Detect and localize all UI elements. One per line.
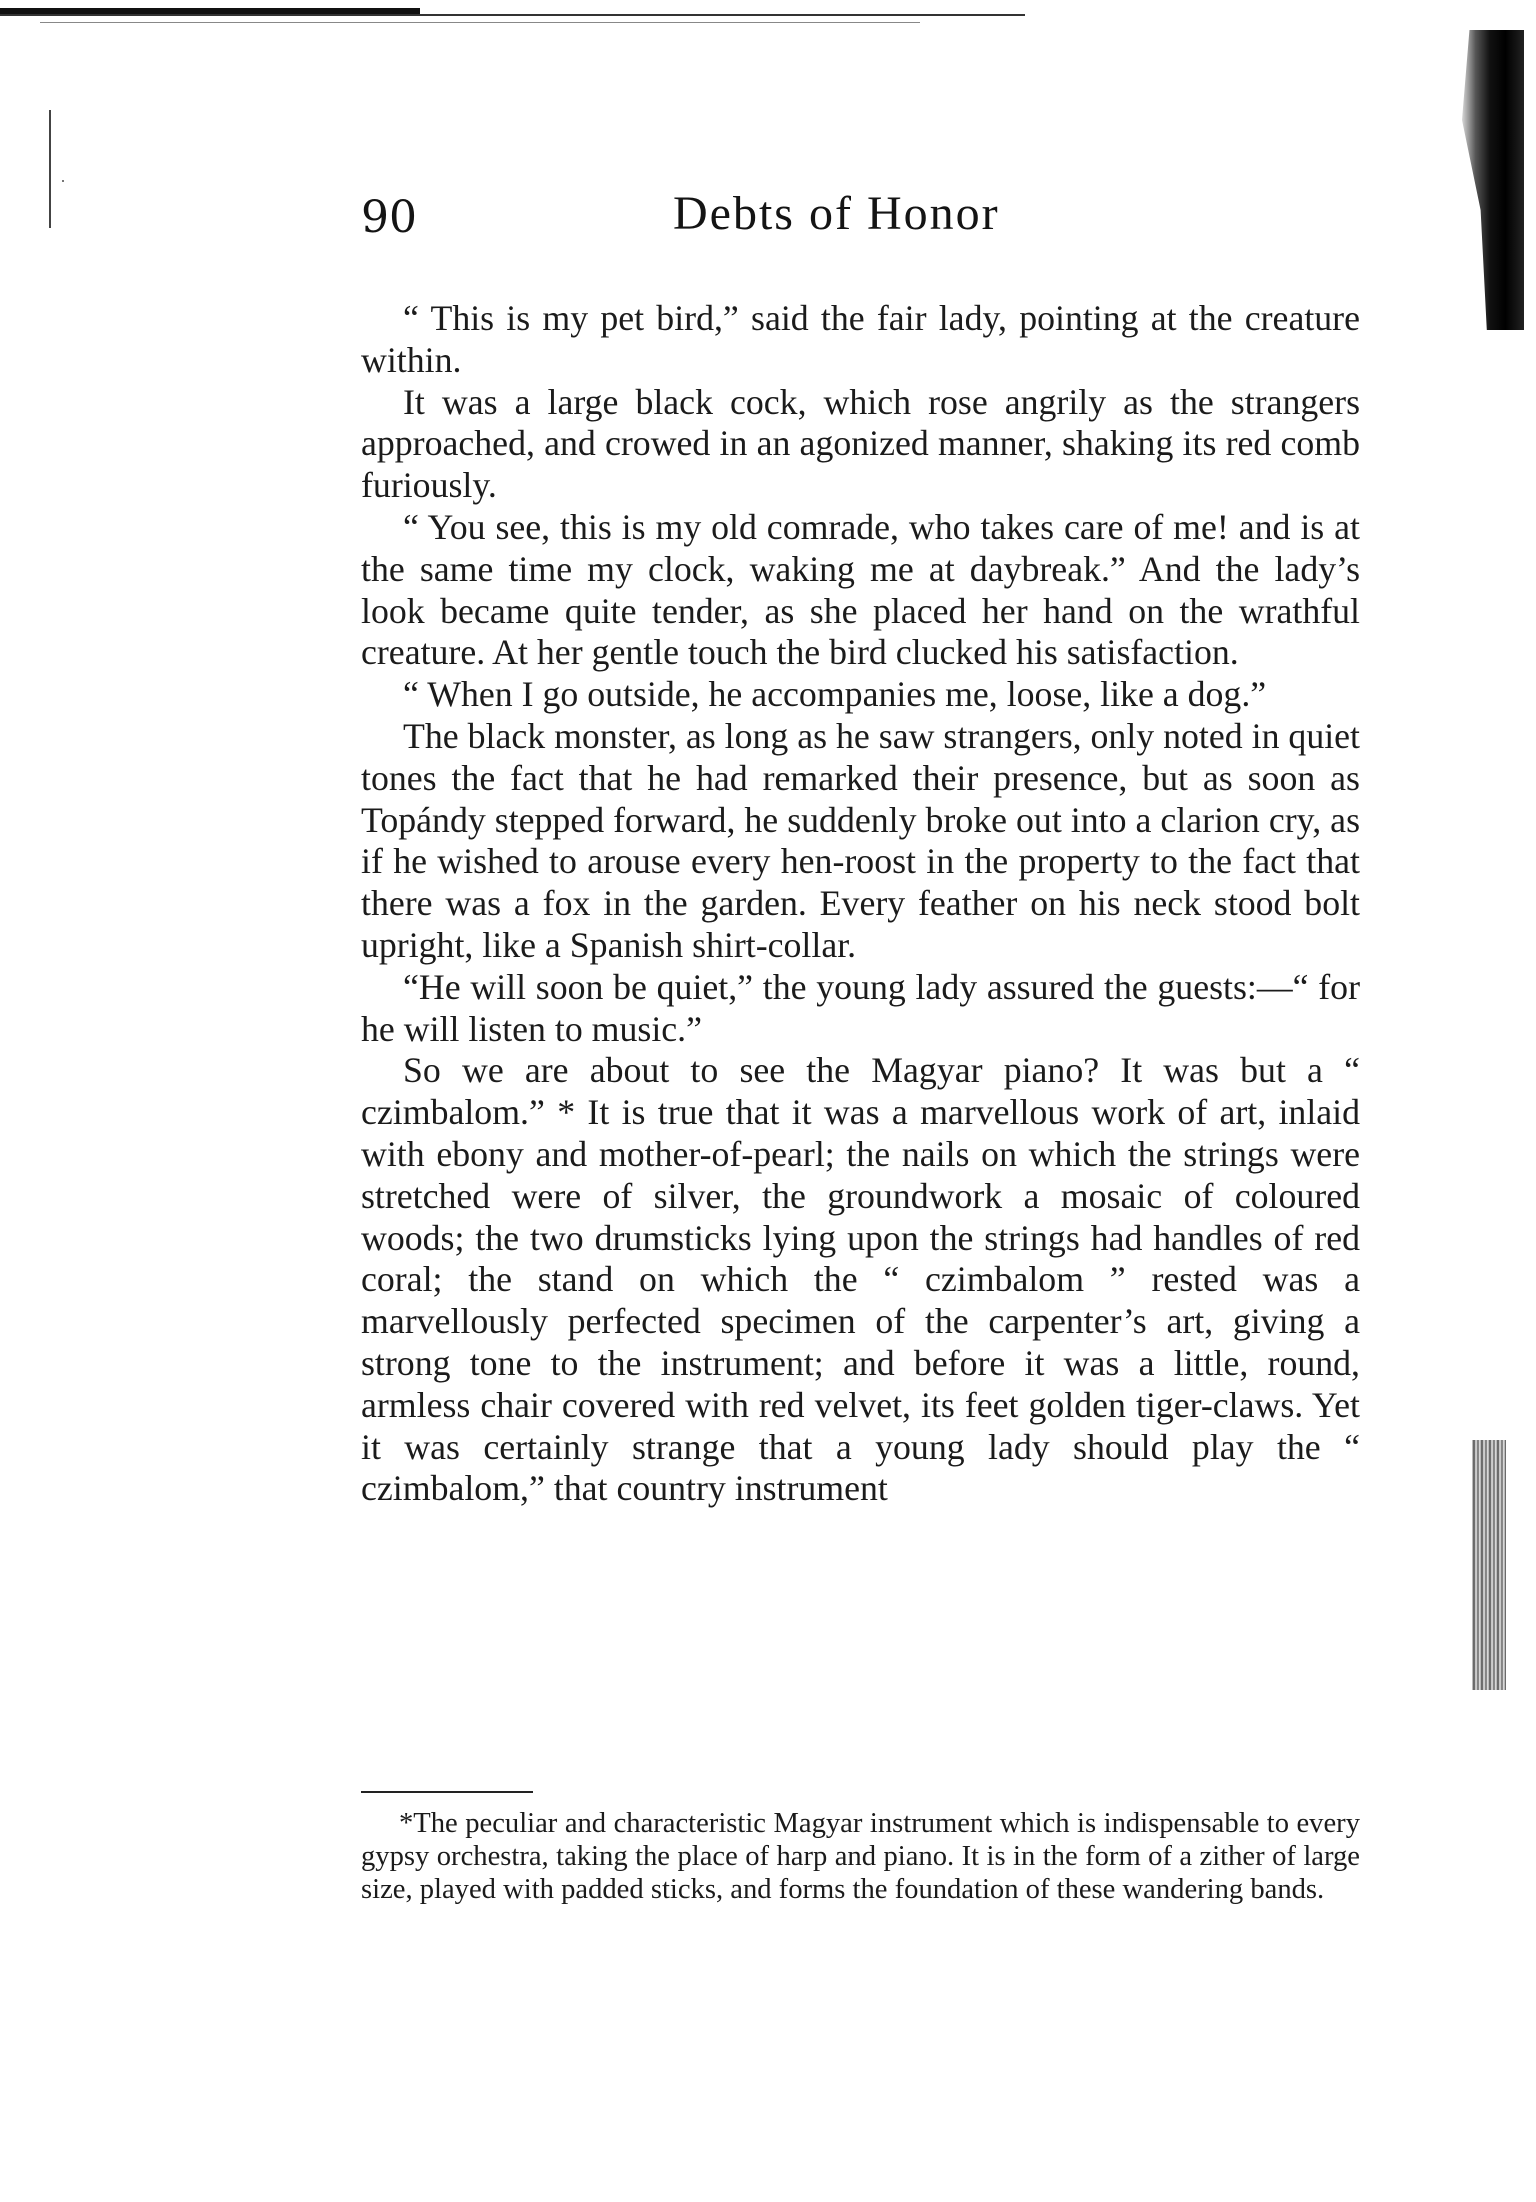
paragraph: “ You see, this is my old comrade, who takes care of me! and is at the same time my clock, waking me at daybreak.” And the lady’s look became quite tender, as she placed her hand on the wrathful creature. At her gentle touch the bird clucked his satisfaction. bbox=[361, 506, 1360, 673]
body-text bbox=[361, 298, 1360, 1510]
scan-top-rule-faint bbox=[40, 22, 920, 23]
paragraph: It was a large black cock, which rose angrily as the strangers approached, and crowed in an agonized manner, shaking its red comb furiously. bbox=[361, 381, 1360, 506]
footnote-divider bbox=[361, 1791, 533, 1793]
paragraph: The black monster, as long as he saw strangers, only noted in quiet tones the fact that he had remarked their presence, but as soon as Topándy stepped forward, he suddenly broke out into a clarion cry, as if he wished to arouse every hen-roost in the property to the fact that there was a fox in the garden. Every feather on his neck stood bolt upright, like a Spanish shirt-collar. bbox=[361, 715, 1360, 965]
scan-edge-shadow-bottom bbox=[1472, 1440, 1506, 1690]
paragraph: “ When I go outside, he accompanies me, loose, like a dog.” bbox=[403, 674, 1267, 715]
scan-left-mark bbox=[49, 110, 51, 228]
page-header bbox=[361, 186, 1360, 256]
footnote: *The peculiar and characteristic Magyar instrument which is indispensable to every gypsy orchestra, taking the place of harp and piano. It is in the form of a zither of large size, played with padded sticks, and forms the foundation of these wandering bands. bbox=[361, 1808, 1360, 1905]
scan-top-rule-thin bbox=[0, 14, 1025, 16]
scan-edge-shadow-top bbox=[1462, 30, 1524, 330]
scan-left-dot bbox=[62, 180, 64, 182]
running-title: Debts of Honor bbox=[673, 187, 1000, 240]
paragraph: “ This is my pet bird,” said the fair lady, pointing at the creature within. bbox=[361, 298, 1360, 380]
page-number: 90 bbox=[361, 192, 417, 243]
paragraph: So we are about to see the Magyar piano? It was but a “ czimbalom.” * It is true that it was a marvellous work of art, inlaid with ebony and mother-of-pearl; the nails on which the strings were stretched were of silver, the groundwork a mosaic of coloured woods; the two drumsticks lying upon the strings had handles of red coral; the stand on which the “ czimbalom ” rested was a marvellously perfected specimen of the carpenter’s art, giving a strong tone to the instrument; and before it was a little, round, armless chair covered with red velvet, its feet golden tiger-claws. Yet it was certainly strange that a young lady should play the “ czimbalom,” that country instrument bbox=[361, 1050, 1360, 1509]
paragraph: “He will soon be quiet,” the young lady assured the guests:—“ for he will listen to music.” bbox=[361, 966, 1360, 1049]
